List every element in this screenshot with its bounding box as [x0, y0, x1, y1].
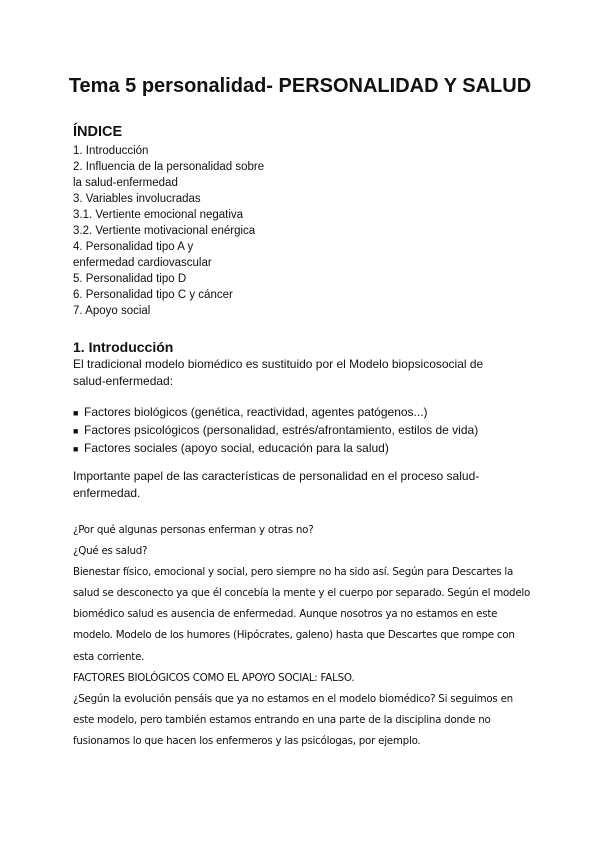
class-notes [73, 520, 533, 752]
intro-paragraph: El tradicional modelo biomédico es sustituido por el Modelo biopsicosocial de salud-enfermedad: [73, 357, 484, 388]
square-bullet-icon: ■ [73, 444, 79, 454]
toc-item: 5. Personalidad tipo D [73, 273, 187, 285]
list-item-text: Factores biológicos (genética, reactividad, agentes patógenos...) [84, 405, 428, 419]
list-item [73, 422, 478, 440]
list-item-text: Factores psicológicos (personalidad, estrés/afrontamiento, estilos de vida) [84, 423, 479, 437]
note-paragraph: ¿Según la evolución pensáis que ya no estamos en el modelo biomédico? Si seguimos en este modelo, pero también estamos entrando en una parte de la disciplina donde no fusionamos lo que hacen los enfermeros y las psicólogas, por ejemplo. [73, 692, 513, 747]
factors-list [73, 404, 478, 458]
toc-item: enfermedad cardiovascular [73, 257, 212, 269]
square-bullet-icon: ■ [73, 408, 79, 418]
toc-item: 1. Introducción [73, 145, 149, 157]
square-bullet-icon: ■ [73, 426, 79, 436]
toc-item: 2. Influencia de la personalidad sobre [73, 161, 265, 173]
list-item [73, 404, 478, 422]
note-paragraph: Bienestar físico, emocional y social, pero siempre no ha sido así. Según para Descartes la salud se desconecto ya que él concebía la mente y el cuerpo por separado. Según el modelo biomédico salud es ausencia de enfermedad. Aunque nosotros ya no estamos en este modelo. Modelo de los humores (Hipócrates, galeno) hasta que Descartes que rompe con esta corriente. [73, 566, 531, 663]
list-item-text: Factores sociales (apoyo social, educación para la salud) [84, 441, 389, 455]
toc-item: la salud-enfermedad [73, 177, 178, 189]
toc-item: 3.2. Vertiente motivacional enérgica [73, 225, 256, 237]
note-statement: FACTORES BIOLÓGICOS COMO EL APOYO SOCIAL: FALSO. [73, 671, 355, 684]
toc-item: 7. Apoyo social [73, 305, 151, 317]
toc-item: 6. Personalidad tipo C y cáncer [73, 289, 233, 301]
important-paragraph: Importante papel de las características de personalidad en el proceso salud-enfermedad. [73, 469, 480, 500]
note-question: ¿Por qué algunas personas enferman y otras no? [73, 524, 314, 536]
note-question: ¿Qué es salud? [73, 545, 148, 558]
section-heading-introduccion: 1. Introducción [73, 339, 174, 355]
table-of-contents [73, 143, 264, 319]
page-title: Tema 5 personalidad- PERSONALIDAD Y SALUD [68, 75, 532, 97]
list-item [73, 440, 478, 458]
toc-item: 4. Personalidad tipo A y [73, 241, 194, 253]
toc-item: 3.1. Vertiente emocional negativa [73, 209, 244, 221]
index-heading: ÍNDICE [73, 124, 123, 140]
toc-item: 3. Variables involucradas [73, 193, 201, 205]
